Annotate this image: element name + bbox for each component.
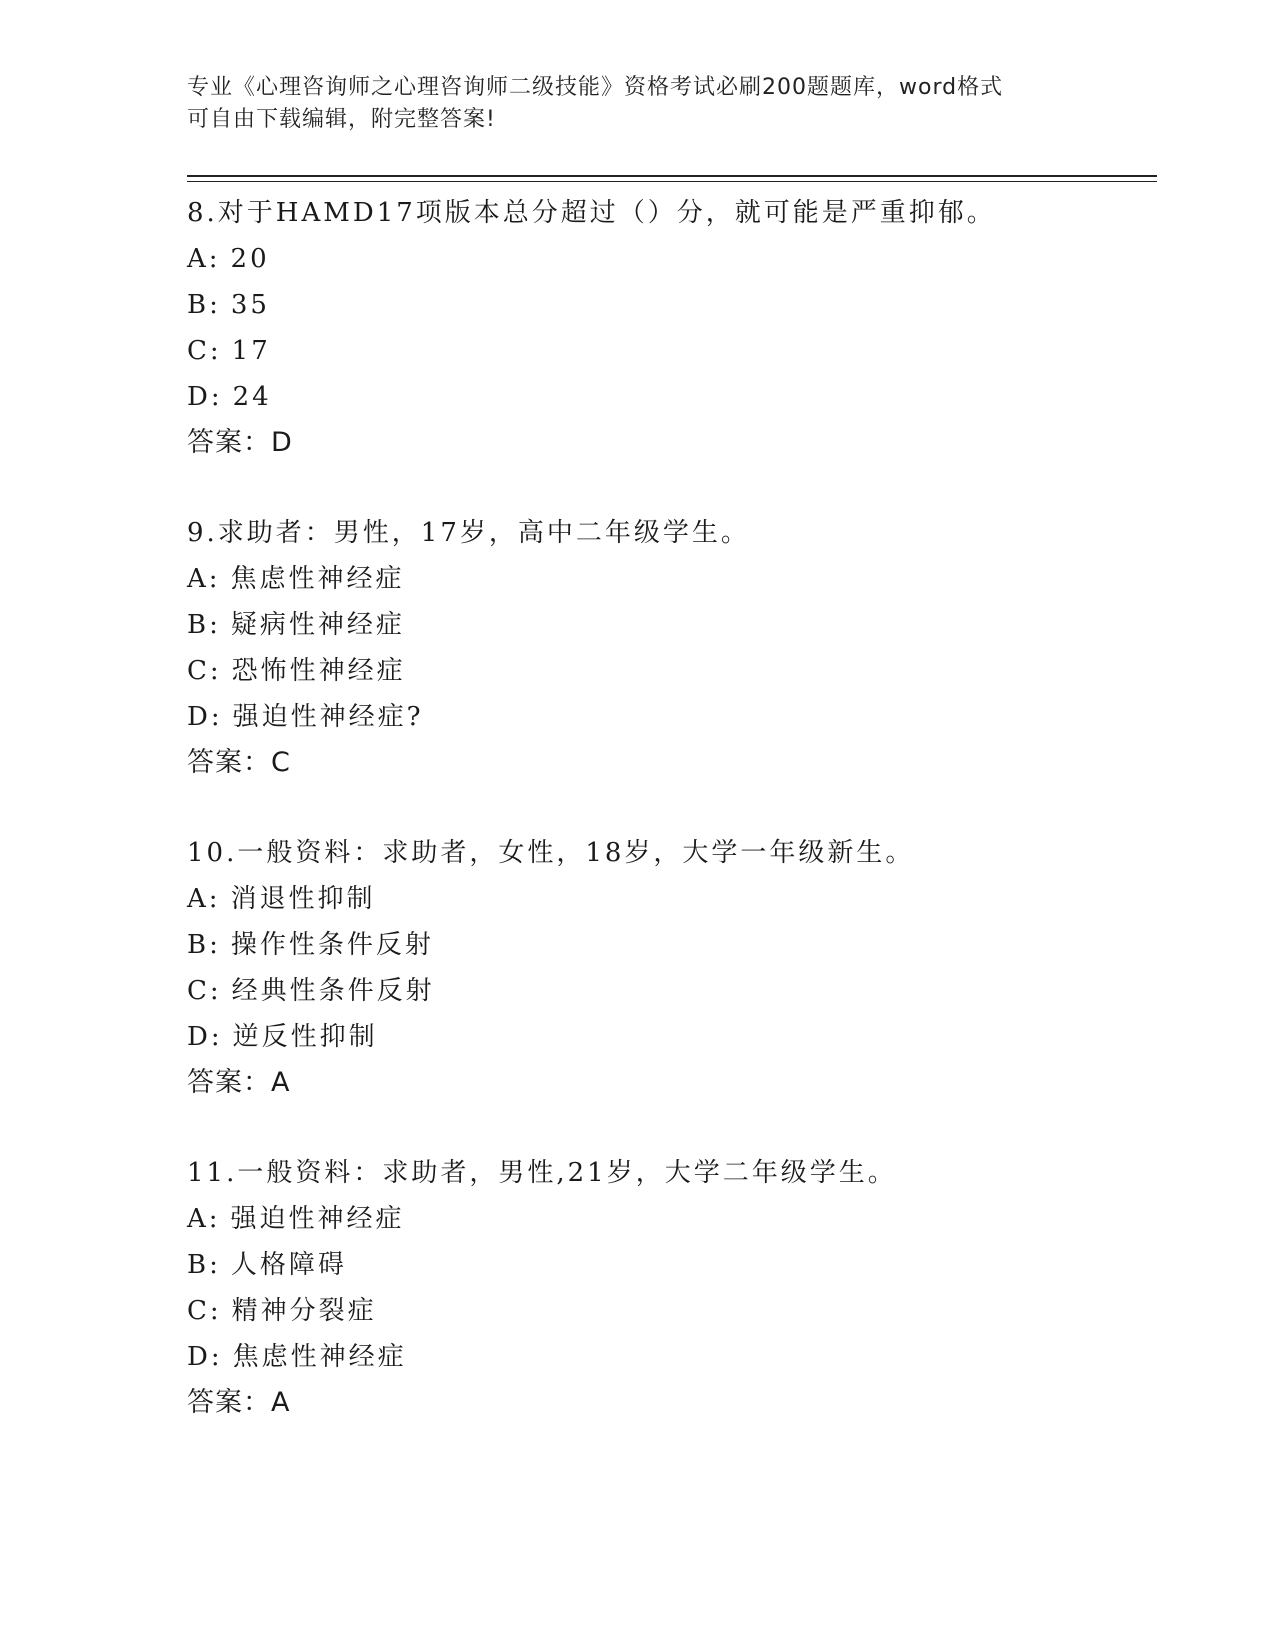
option-text: 消退性抑制 (230, 884, 376, 914)
option-letter: C: (187, 1296, 222, 1326)
option-b (187, 1242, 1157, 1288)
option-letter: A: (187, 884, 221, 914)
document-header (187, 72, 1067, 136)
option-d (187, 1014, 1157, 1060)
option-text: 精神分裂症 (231, 1296, 377, 1326)
option-d (187, 374, 1157, 420)
header-divider-thick (187, 175, 1157, 177)
answer-label: 答案：D (187, 427, 293, 458)
option-letter: D: (187, 1342, 223, 1372)
option-text: 人格障碍 (230, 1250, 347, 1280)
option-a (187, 556, 1157, 602)
option-b (187, 602, 1157, 648)
option-text: 24 (232, 382, 272, 412)
option-c (187, 968, 1157, 1014)
option-text: 强迫性神经症 (230, 1204, 405, 1234)
option-text: 强迫性神经症? (232, 702, 424, 732)
header-line-2: 可自由下载编辑，附完整答案! (187, 107, 496, 132)
option-c (187, 648, 1157, 694)
option-text: 操作性条件反射 (230, 930, 434, 960)
option-letter: C: (187, 336, 222, 366)
option-d (187, 694, 1157, 740)
option-a (187, 236, 1157, 282)
option-b (187, 922, 1157, 968)
option-text: 20 (230, 244, 270, 274)
header-divider-thin (187, 181, 1157, 182)
answer-label: 答案：C (187, 747, 291, 778)
option-a (187, 876, 1157, 922)
option-letter: A: (187, 244, 221, 274)
question-stem: 9.求助者：男性，17岁，高中二年级学生。 (187, 518, 750, 548)
question-11 (187, 1150, 1157, 1426)
option-letter: D: (187, 702, 223, 732)
option-text: 疑病性神经症 (230, 610, 405, 640)
option-letter: D: (187, 1022, 223, 1052)
answer-label: 答案：A (187, 1067, 291, 1098)
option-d (187, 1334, 1157, 1380)
option-letter: A: (187, 1204, 221, 1234)
header-line-1: 专业《心理咨询师之心理咨询师二级技能》资格考试必刷200题题库，word格式 (187, 75, 1004, 100)
option-letter: B: (187, 930, 221, 960)
option-letter: B: (187, 290, 221, 320)
option-text: 35 (230, 290, 270, 320)
option-text: 经典性条件反射 (231, 976, 435, 1006)
answer-label: 答案：A (187, 1387, 291, 1418)
question-stem: 10.一般资料：求助者，女性，18岁，大学一年级新生。 (187, 838, 915, 868)
option-text: 17 (231, 336, 271, 366)
option-text: 焦虑性神经症 (230, 564, 405, 594)
option-letter: C: (187, 976, 222, 1006)
question-stem: 8.对于HAMD17项版本总分超过（）分，就可能是严重抑郁。 (187, 198, 996, 228)
option-text: 恐怖性神经症 (231, 656, 406, 686)
question-stem: 11.一般资料：求助者，男性,21岁，大学二年级学生。 (187, 1158, 897, 1188)
option-letter: B: (187, 610, 221, 640)
option-b (187, 282, 1157, 328)
option-letter: C: (187, 656, 222, 686)
option-c (187, 1288, 1157, 1334)
question-9 (187, 510, 1157, 786)
option-text: 逆反性抑制 (232, 1022, 378, 1052)
question-10 (187, 830, 1157, 1106)
option-letter: B: (187, 1250, 221, 1280)
question-8 (187, 190, 1157, 466)
option-letter: D: (187, 382, 223, 412)
option-letter: A: (187, 564, 221, 594)
option-text: 焦虑性神经症 (232, 1342, 407, 1372)
question-list (187, 190, 1157, 1470)
option-a (187, 1196, 1157, 1242)
option-c (187, 328, 1157, 374)
